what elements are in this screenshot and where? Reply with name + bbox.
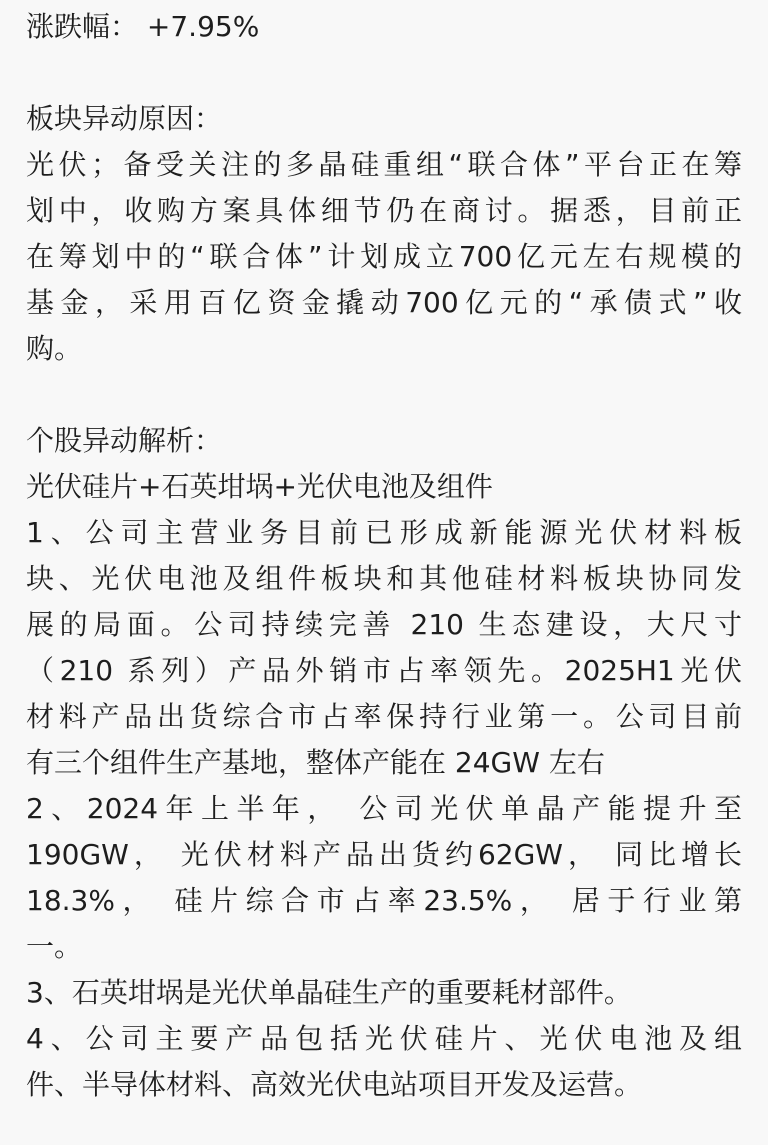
stock-tags-line: 光伏硅片+石英坩埚+光伏电池及组件 xyxy=(26,470,493,503)
sector-reason-heading: 板块异动原因： xyxy=(26,102,223,135)
sector-reason-line-4: 基金，采用百亿资金撬动700亿元的“承债式”收 xyxy=(26,286,742,319)
stock-analysis-line-7: 2、2024年上半年， 公司光伏单晶产能提升至 xyxy=(26,792,742,825)
stock-analysis-line-3: 展的局面。公司持续完善 210 生态建设，大尺寸 xyxy=(26,608,742,641)
stock-analysis-line-8: 190GW， 光伏材料产品出货约62GW， 同比增长 xyxy=(26,838,742,871)
spacer xyxy=(26,372,742,418)
sector-reason-line-1: 光伏；备受关注的多晶硅重组“联合体”平台正在筹 xyxy=(26,148,742,181)
sector-reason-line-5: 购。 xyxy=(26,332,83,365)
stock-analysis-line-6: 有三个组件生产基地，整体产能在 24GW 左右 xyxy=(26,746,605,779)
stock-analysis-heading: 个股异动解析： xyxy=(26,424,223,457)
stock-analysis-line-9: 18.3%， 硅片综合市占率23.5%， 居于行业第 xyxy=(26,884,742,917)
stock-analysis-line-11: 3、石英坩埚是光伏单晶硅生产的重要耗材部件。 xyxy=(26,976,632,1009)
sector-reason-line-2: 划中，收购方案具体细节仍在商讨。据悉，目前正 xyxy=(26,194,742,227)
spacer xyxy=(26,50,742,96)
stock-analysis-line-12: 4、公司主要产品包括光伏硅片、光伏电池及组 xyxy=(26,1022,742,1055)
stock-analysis-line-4: （210 系列）产品外销市占率领先。2025H1光伏 xyxy=(26,654,742,687)
stock-analysis-line-13: 件、半导体材料、高效光伏电站项目开发及运营。 xyxy=(26,1068,643,1101)
sector-reason-line-3: 在筹划中的“联合体”计划成立700亿元左右规模的 xyxy=(26,240,742,273)
stock-analysis-line-2: 块、光伏电池及组件板块和其他硅材料板块协同发 xyxy=(26,562,742,595)
price-change-line: 涨跌幅： +7.95% xyxy=(26,10,260,43)
stock-analysis-line-1: 1、公司主营业务目前已形成新能源光伏材料板 xyxy=(26,516,742,549)
stock-analysis-line-10: 一。 xyxy=(26,930,83,963)
stock-analysis-line-5: 材料产品出货综合市占率保持行业第一。公司目前 xyxy=(26,700,742,733)
